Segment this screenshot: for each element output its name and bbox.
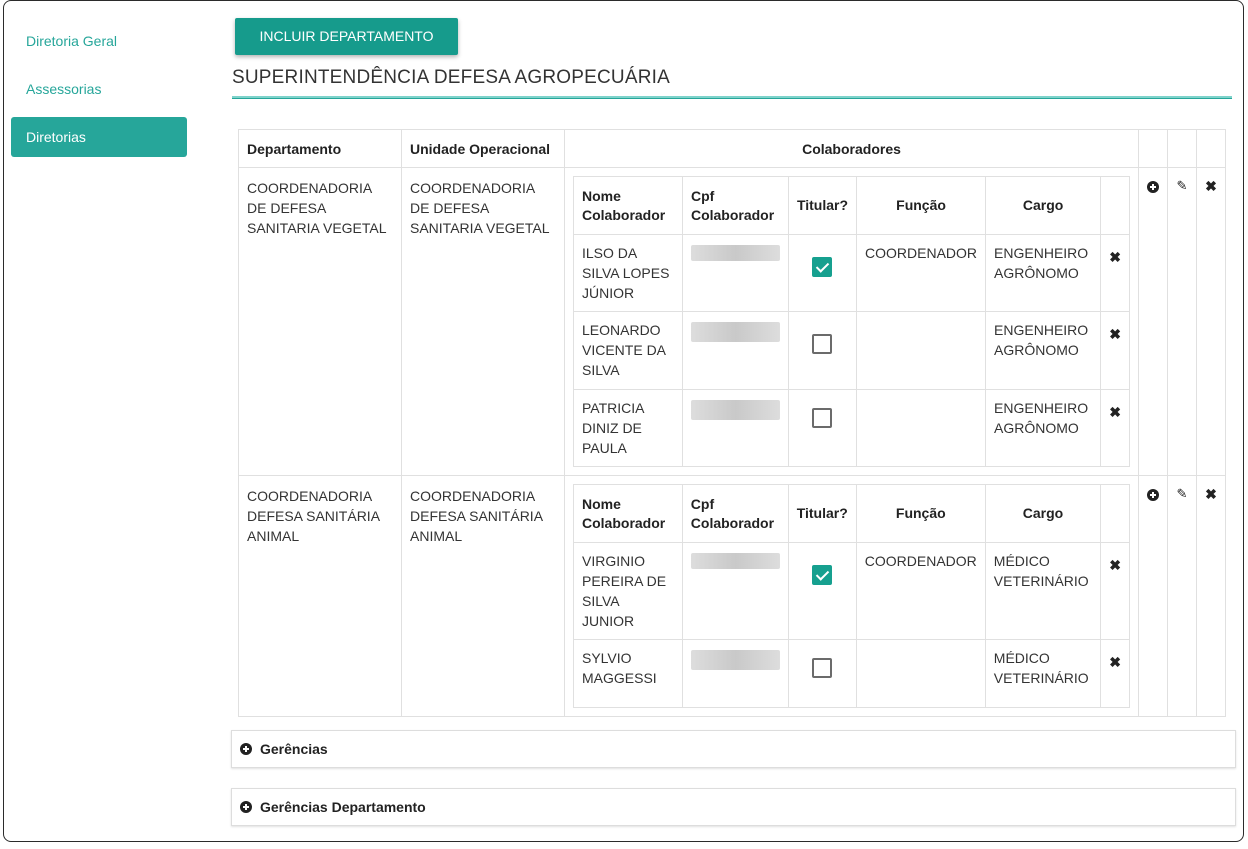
collaborator-role: MÉDICO VETERINÁRIO	[985, 543, 1100, 640]
titular-checkbox[interactable]	[812, 334, 832, 354]
sidebar-item-diretorias[interactable]: Diretorias	[11, 117, 187, 157]
close-icon[interactable]: ✖	[1109, 404, 1121, 420]
titular-cell	[788, 235, 856, 312]
collaborator-cpf	[682, 235, 788, 312]
title-divider	[232, 96, 1232, 99]
close-icon[interactable]: ✖	[1205, 486, 1217, 502]
panel-gerencias[interactable]	[231, 730, 1236, 768]
collaborator-role: ENGENHEIRO AGRÔNOMO	[986, 390, 1101, 467]
column-header-cpf: Cpf Colaborador	[682, 177, 788, 235]
collaborator-row	[574, 543, 1130, 640]
titular-checkbox[interactable]	[812, 408, 832, 428]
column-header-departamento: Departamento	[239, 130, 402, 168]
sidebar-item-diretoria-geral[interactable]: Diretoria Geral	[26, 33, 118, 49]
collaborator-name: PATRICIA DINIZ DE PAULA	[574, 390, 683, 467]
titular-cell	[788, 543, 856, 640]
titular-cell	[788, 640, 856, 708]
panel-label: Gerências Departamento	[260, 799, 426, 815]
collaborator-function: COORDENADOR	[857, 235, 986, 312]
titular-cell	[788, 390, 856, 467]
collaborator-function	[857, 312, 986, 390]
column-header-cargo: Cargo	[985, 485, 1100, 543]
column-header-delete	[1197, 130, 1226, 168]
close-icon[interactable]: ✖	[1109, 557, 1121, 573]
column-header-titular: Titular?	[788, 485, 856, 543]
table-row	[239, 168, 1226, 476]
column-header-edit	[1168, 130, 1197, 168]
pencil-icon[interactable]: ✎	[1176, 178, 1188, 193]
cpf-redacted	[691, 322, 780, 342]
remove-cell	[1101, 235, 1130, 312]
column-header-nome: Nome Colaborador	[574, 177, 683, 235]
collaborators-cell	[565, 168, 1139, 476]
main-content	[228, 1, 1238, 841]
close-icon[interactable]: ✖	[1109, 326, 1121, 342]
cpf-redacted	[691, 553, 780, 569]
remove-cell	[1101, 390, 1130, 467]
titular-checkbox[interactable]	[812, 658, 832, 678]
close-icon[interactable]: ✖	[1205, 178, 1217, 194]
operational-unit: COORDENADORIA DE DEFESA SANITARIA VEGETAL	[402, 168, 565, 476]
collaborator-role: ENGENHEIRO AGRÔNOMO	[986, 312, 1101, 390]
department-name: COORDENADORIA DEFESA SANITÁRIA ANIMAL	[239, 476, 402, 717]
collaborator-function	[856, 640, 985, 708]
titular-checkbox[interactable]	[812, 565, 832, 585]
operational-unit: COORDENADORIA DEFESA SANITÁRIA ANIMAL	[402, 476, 565, 717]
collaborator-cpf	[682, 312, 788, 390]
panel-label: Gerências	[260, 741, 328, 757]
collaborator-function	[857, 390, 986, 467]
collaborator-name: LEONARDO VICENTE DA SILVA	[574, 312, 683, 390]
plus-circle-icon[interactable]	[1147, 181, 1159, 193]
delete-cell	[1197, 476, 1226, 717]
cpf-redacted	[691, 650, 780, 670]
collaborator-row	[574, 312, 1130, 390]
collaborators-cell	[565, 476, 1139, 717]
column-header-cargo: Cargo	[986, 177, 1101, 235]
collaborators-header-row	[574, 485, 1130, 543]
collaborator-name: ILSO DA SILVA LOPES JÚNIOR	[574, 235, 683, 312]
column-header-titular: Titular?	[788, 177, 856, 235]
plus-circle-icon[interactable]	[1147, 489, 1159, 501]
page-title: SUPERINTENDÊNCIA DEFESA AGROPECUÁRIA	[232, 67, 670, 88]
column-header-remove	[1101, 485, 1130, 543]
collaborator-cpf	[682, 640, 788, 708]
delete-cell	[1197, 168, 1226, 476]
collaborator-cpf	[682, 390, 788, 467]
add-cell	[1139, 168, 1168, 476]
column-header-unidade: Unidade Operacional	[402, 130, 565, 168]
table-header-row	[239, 130, 1226, 168]
plus-circle-icon	[240, 743, 252, 755]
column-header-add	[1139, 130, 1168, 168]
table-row	[239, 476, 1226, 717]
app-frame	[3, 0, 1244, 842]
plus-circle-icon	[240, 801, 252, 813]
sidebar-item-assessorias[interactable]: Assessorias	[26, 81, 102, 97]
add-department-button[interactable]: INCLUIR DEPARTAMENTO	[235, 18, 458, 55]
department-name: COORDENADORIA DE DEFESA SANITARIA VEGETAL	[239, 168, 402, 476]
collaborators-table	[573, 176, 1130, 467]
collaborators-header-row	[574, 177, 1130, 235]
collaborator-cpf	[682, 543, 788, 640]
column-header-colaboradores: Colaboradores	[565, 130, 1139, 168]
panel-gerencias-departamento[interactable]	[231, 788, 1236, 826]
close-icon[interactable]: ✖	[1109, 249, 1121, 265]
titular-cell	[788, 312, 856, 390]
collaborator-row	[574, 390, 1130, 467]
collaborator-name: VIRGINIO PEREIRA DE SILVA JUNIOR	[574, 543, 683, 640]
cpf-redacted	[691, 245, 780, 261]
column-header-funcao: Função	[856, 485, 985, 543]
remove-cell	[1101, 543, 1130, 640]
column-header-remove	[1101, 177, 1130, 235]
collaborator-row	[574, 235, 1130, 312]
remove-cell	[1101, 312, 1130, 390]
cpf-redacted	[691, 400, 780, 420]
collaborator-role: MÉDICO VETERINÁRIO	[985, 640, 1100, 708]
collaborator-row	[574, 640, 1130, 708]
collaborator-function: COORDENADOR	[856, 543, 985, 640]
collaborator-name: SYLVIO MAGGESSI	[574, 640, 683, 708]
sidebar	[11, 21, 187, 165]
titular-checkbox[interactable]	[812, 257, 832, 277]
edit-cell	[1168, 476, 1197, 717]
remove-cell	[1101, 640, 1130, 708]
collaborator-role: ENGENHEIRO AGRÔNOMO	[986, 235, 1101, 312]
column-header-funcao: Função	[857, 177, 986, 235]
edit-cell	[1168, 168, 1197, 476]
close-icon[interactable]: ✖	[1109, 654, 1121, 670]
column-header-nome: Nome Colaborador	[574, 485, 683, 543]
pencil-icon[interactable]: ✎	[1176, 486, 1188, 501]
collaborators-table	[573, 484, 1130, 708]
departments-table	[238, 129, 1226, 717]
column-header-cpf: Cpf Colaborador	[682, 485, 788, 543]
add-cell	[1139, 476, 1168, 717]
